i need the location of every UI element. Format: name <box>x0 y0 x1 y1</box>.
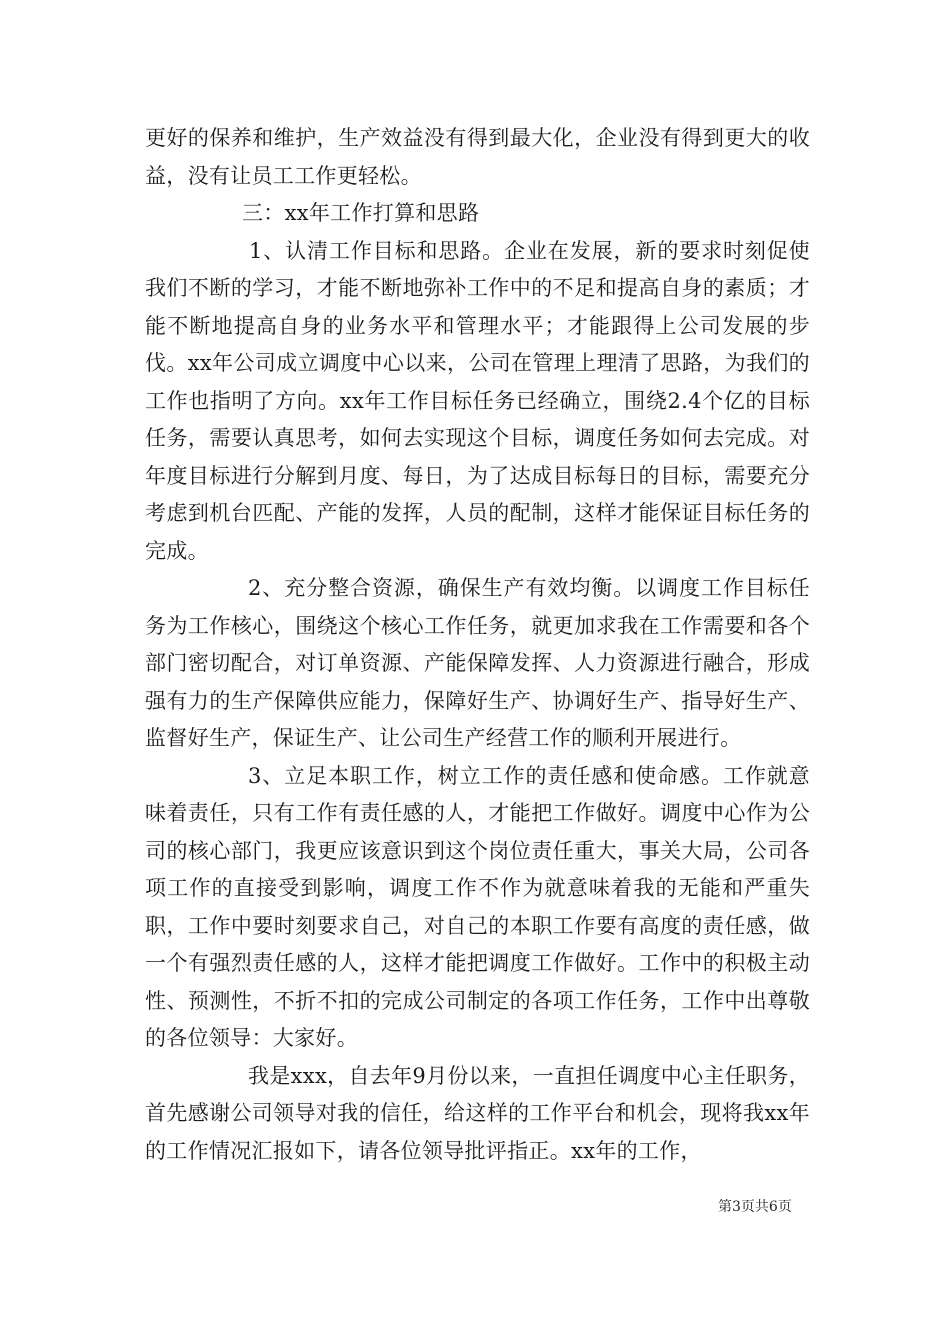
paragraph-item-3: 3、立足本职工作，树立工作的责任感和使命感。工作就意味着责任，只有工作有责任感的人，才能把工作做好。调度中心作为公司的核心部门，我更应该意识到这个岗位责任重大，事关大局，公司各项工作的直接受到影响，调度工作不作为就意味着我的无能和严重失职，工作中要时刻要求自己，对自己的本职工作要有高度的责任感，做一个有强烈责任感的人，这样才能把调度工作做好。工作中的积极主动性、预测性，不折不扣的完成公司制定的各项工作任务，工作中出尊敬的各位领导：大家好。 <box>145 763 810 1050</box>
section-heading: 三：xx年工作打算和思路 <box>242 201 480 225</box>
paragraph-item-2: 2、充分整合资源，确保生产有效均衡。以调度工作目标任务为工作核心，围绕这个核心工作任务，就更加求我在工作需要和各个部门密切配合，对订单资源、产能保障发挥、人力资源进行融合，形成强有力的生产保障供应能力，保障好生产、协调好生产、指导好生产、监督好生产，保证生产、让公司生产经营工作的顺利开展进行。 <box>145 576 810 750</box>
paragraph-continuation: 更好的保养和维护，生产效益没有得到最大化，企业没有得到更大的收益，没有让员工工作更轻松。 <box>145 126 810 188</box>
page-number-footer: 第3页共6页 <box>718 1199 792 1215</box>
document-body <box>145 120 810 1170</box>
paragraph-intro: 我是xxx，自去年9月份以来，一直担任调度中心主任职务，首先感谢公司领导对我的信任，给这样的工作平台和机会，现将我xx年的工作情况汇报如下，请各位领导批评指正。xx年的工作， <box>145 1063 810 1163</box>
paragraph-item-1: 1、认清工作目标和思路。企业在发展，新的要求时刻促使我们不断的学习，才能不断地弥补工作中的不足和提高自身的素质；才能不断地提高自身的业务水平和管理水平；才能跟得上公司发展的步伐。xx年公司成立调度中心以来，公司在管理上理清了思路，为我们的工作也指明了方向。xx年工作目标任务已经确立，围绕2.4个亿的目标任务，需要认真思考，如何去实现这个目标，调度任务如何去完成。对年度目标进行分解到月度、每日，为了达成目标每日的目标，需要充分考虑到机台匹配、产能的发挥，人员的配制，这样才能保证目标任务的完成。 <box>145 238 810 563</box>
